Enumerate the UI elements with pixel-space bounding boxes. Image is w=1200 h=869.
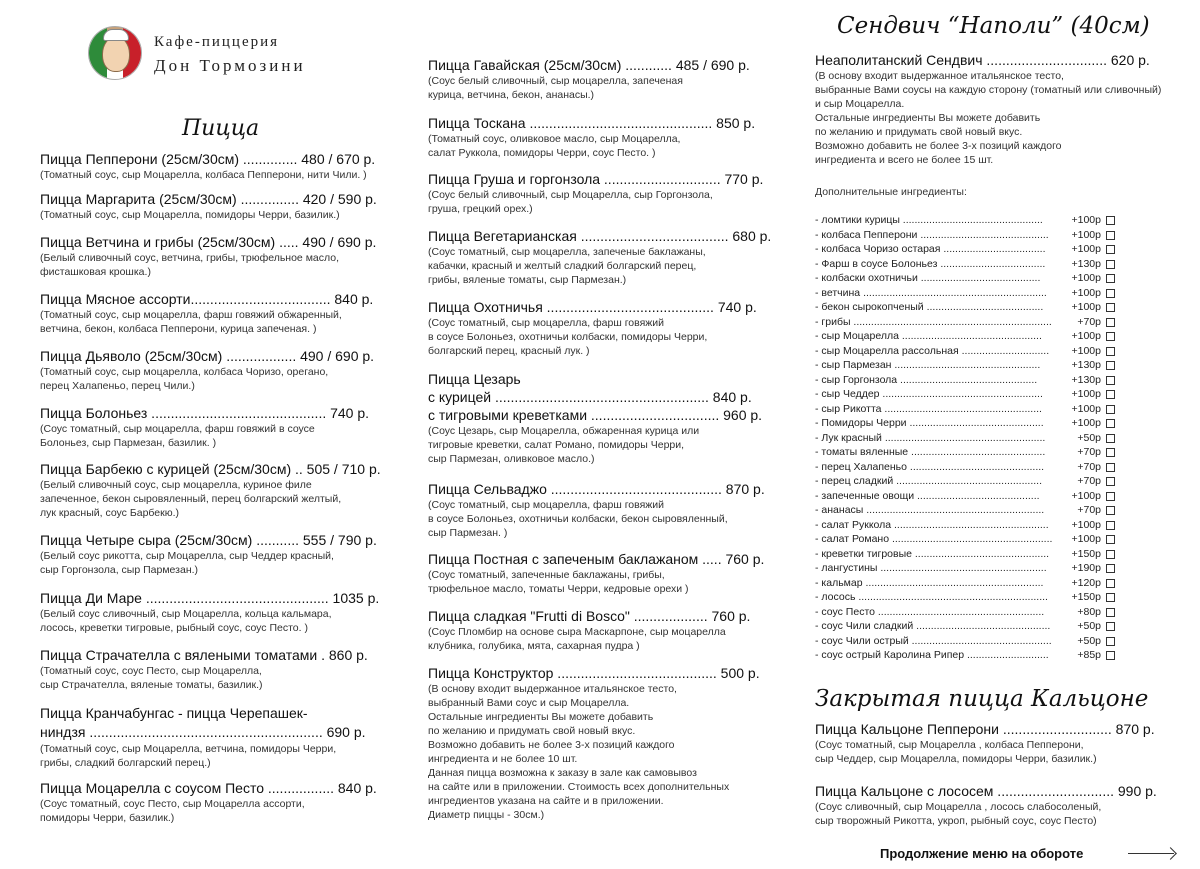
- menu-item: [428, 228, 780, 287]
- extra-ingredient-name: - салат Руккола .....................................................: [815, 518, 1049, 531]
- extra-ingredient-price: +100р: [1071, 402, 1101, 415]
- extra-ingredient-price: +100р: [1071, 214, 1101, 226]
- checkbox-icon[interactable]: [1106, 318, 1115, 327]
- extra-ingredient-row: [815, 445, 1115, 460]
- extra-ingredient-name: - лангустины .........................................................: [815, 562, 1047, 574]
- extra-ingredient-name: - ломтики курицы ................................................: [815, 214, 1043, 226]
- extras-title: Дополнительные ингредиенты:: [815, 186, 967, 198]
- checkbox-icon[interactable]: [1106, 550, 1115, 559]
- item-title: Пицца Барбекю с курицей (25см/30см) .. 505 / 710 р.: [40, 461, 381, 477]
- extra-ingredient-row: [815, 315, 1115, 330]
- checkbox-icon[interactable]: [1106, 376, 1115, 385]
- item-desc: (Соус сливочный, сыр Моцарелла , лосось слабосоленый, сыр творожный Рикотта, укроп, рыбный соус, соус Песто): [815, 801, 1102, 827]
- checkbox-icon[interactable]: [1106, 622, 1115, 631]
- item-desc: (Белый сливочный соус, ветчина, грибы, трюфельное масло, фисташковая крошка.): [40, 252, 340, 278]
- extra-ingredient-price: +100р: [1071, 272, 1101, 284]
- extra-ingredient-name: - ананасы .............................................................: [815, 504, 1045, 516]
- extra-ingredient-name: - сыр Горгонзола ...............................................: [815, 373, 1038, 386]
- item-title: Пицца Мясное ассорти.................................... 840 р.: [40, 291, 374, 307]
- item-desc: (Томатный соус, сыр Моцарелла, колбаса Пепперони, нити Чили. ): [40, 169, 367, 181]
- arrow-right-icon: [1128, 853, 1174, 854]
- extra-ingredient-price: +100р: [1071, 243, 1101, 255]
- extra-ingredient-row: [815, 242, 1115, 257]
- extra-ingredient-price: +100р: [1071, 533, 1101, 545]
- extra-ingredient-name: - креветки тигровые ..............................................: [815, 547, 1050, 560]
- menu-item: [40, 590, 390, 635]
- item-title: Неаполитанский Сендвич ............................... 620 р.: [815, 52, 1150, 68]
- extra-ingredient-name: - Лук красный .......................................................: [815, 431, 1046, 444]
- item-desc: (Соус Цезарь, сыр Моцарелла, обжаренная курица или тигровые креветки, салат Романо, помидоры Черри, сыр Пармезан, оливковое масло.): [428, 425, 700, 465]
- item-title: Пицца Охотничья ........................................... 740 р.: [428, 299, 757, 315]
- checkbox-icon[interactable]: [1106, 564, 1115, 573]
- extra-ingredient-name: - бекон сырокопченый ........................................: [815, 301, 1044, 313]
- item-title: Пицца Тоскана ............................................... 850 р.: [428, 115, 756, 131]
- item-title: Пицца Моцарелла с соусом Песто ................. 840 р.: [40, 780, 377, 796]
- extra-ingredient-price: +70р: [1077, 504, 1101, 516]
- item-title: Пицца Гавайская (25см/30см) ............ 485 / 690 р.: [428, 57, 750, 73]
- menu-item: [40, 780, 390, 825]
- item-desc: (Соус томатный, сыр моцарелла, фарш говяжий в соусе Болоньез, охотничьи колбаски, помидоры Черри, болгарский перец, красный лук. ): [428, 317, 708, 357]
- extra-ingredient-row: [815, 257, 1115, 272]
- extra-ingredient-name: - лосось .................................................................: [815, 591, 1048, 603]
- extra-ingredient-row: [815, 474, 1115, 489]
- checkbox-icon[interactable]: [1106, 231, 1115, 240]
- checkbox-icon[interactable]: [1106, 463, 1115, 472]
- menu-item: [428, 608, 780, 653]
- item-desc: (В основу входит выдержанное итальянское тесто, выбранные Вами соусы на каждую сторону (томатный или сливочный) и сыр Моцарелла. Остальные ингредиенты Вы можете добавить по желанию и придумать свой новый вкус. Возможно добавить не более 3-х позиций каждого ингредиента и всего не более 15 шт.: [815, 70, 1162, 166]
- extra-ingredient-row: [815, 402, 1115, 417]
- item-title: Пицца Кальцоне Пепперони ............................ 870 р.: [815, 721, 1155, 737]
- item-title: Пицца Цезарь с курицей ....................................................... 840 р. с тигровыми креветками ................................. 960 р.: [428, 371, 763, 423]
- extra-ingredient-row: [815, 387, 1115, 402]
- item-desc: (Соус томатный, соус Песто, сыр Моцарелла ассорти, помидоры Черри, базилик.): [40, 798, 305, 824]
- menu-item: [40, 348, 390, 393]
- extra-ingredient-price: +50р: [1077, 431, 1101, 444]
- item-title: Пицца Постная с запеченым баклажаном ..... 760 р.: [428, 551, 765, 567]
- item-title: Пицца Конструктор ......................................... 500 р.: [428, 665, 760, 681]
- checkbox-icon[interactable]: [1106, 492, 1115, 501]
- extra-ingredient-price: +190р: [1071, 562, 1101, 574]
- extra-ingredient-row: [815, 648, 1115, 663]
- menu-item: [815, 721, 1170, 766]
- item-title: Пицца Груша и горгонзола .............................. 770 р.: [428, 171, 764, 187]
- menu-item: [428, 370, 780, 466]
- item-desc: (Томатный соус, соус Песто, сыр Моцарелла, сыр Страчателла, вяленые томаты, базилик.): [40, 665, 263, 691]
- extra-ingredient-price: +80р: [1077, 605, 1101, 618]
- item-desc: (Томатный соус, сыр моцарелла, фарш говяжий обжаренный, ветчина, бекон, колбаса Пепперони, курица запеченая. ): [40, 309, 342, 335]
- checkbox-icon[interactable]: [1106, 506, 1115, 515]
- extra-ingredient-name: - соус острый Каролина Рипер ............................: [815, 649, 1049, 661]
- checkbox-icon[interactable]: [1106, 274, 1115, 283]
- extra-ingredient-price: +130р: [1071, 373, 1101, 386]
- extra-ingredient-price: +100р: [1071, 344, 1101, 357]
- extras-list: [815, 213, 1115, 663]
- menu-item: [428, 481, 780, 540]
- menu-item: [40, 151, 390, 182]
- extra-ingredient-price: +100р: [1071, 388, 1101, 400]
- extra-ingredient-row: [815, 228, 1115, 243]
- menu-item: [428, 299, 780, 358]
- item-title: Пицца Вегетарианская ...................................... 680 р.: [428, 228, 772, 244]
- extra-ingredient-name: - Фарш в соусе Болоньез ....................................: [815, 257, 1046, 270]
- item-title: Пицца Ди Маре ............................................... 1035 р.: [40, 590, 380, 606]
- menu-item: [40, 532, 390, 577]
- extra-ingredient-name: - сыр Моцарелла ................................................: [815, 330, 1042, 342]
- checkbox-icon[interactable]: [1106, 361, 1115, 370]
- extra-ingredient-name: - грибы ....................................................................: [815, 315, 1052, 328]
- continue-note: Продолжение меню на обороте: [880, 846, 1084, 861]
- checkbox-icon[interactable]: [1106, 260, 1115, 269]
- item-title: Пицца сладкая "Frutti di Bosco" ................... 760 р.: [428, 608, 751, 624]
- extra-ingredient-name: - запеченные овощи ..........................................: [815, 489, 1040, 502]
- item-desc: (Белый соус сливочный, сыр Моцарелла, кольца кальмара, лосось, креветки тигровые, рыбный соус, соус Песто. ): [40, 608, 332, 634]
- item-title: Пицца Страчателла с вялеными томатами . 860 р.: [40, 647, 368, 663]
- extra-ingredient-row: [815, 590, 1115, 605]
- extra-ingredient-row: [815, 344, 1115, 359]
- extra-ingredient-price: +100р: [1071, 330, 1101, 342]
- checkbox-icon[interactable]: [1106, 448, 1115, 457]
- item-title: Пицца Четыре сыра (25см/30см) ........... 555 / 790 р.: [40, 532, 377, 548]
- checkbox-icon[interactable]: [1106, 608, 1115, 617]
- extra-ingredient-name: - сыр Моцарелла рассольная ..............................: [815, 344, 1050, 357]
- menu-item: [40, 234, 390, 279]
- item-title: Пицца Пепперони (25см/30см) .............. 480 / 670 р.: [40, 151, 376, 167]
- extra-ingredient-row: [815, 213, 1115, 228]
- checkbox-icon[interactable]: [1106, 434, 1115, 443]
- logo-subtitle: Кафе-пиццерия: [154, 34, 280, 50]
- extra-ingredient-price: +100р: [1071, 489, 1101, 502]
- cafe-logo: [88, 24, 348, 84]
- checkbox-icon[interactable]: [1106, 419, 1115, 428]
- item-desc: (Соус томатный, сыр моцарелла, фарш говяжий в соусе Болоньез, охотничьи колбаски, бекон сыровяленный, сыр Пармезан. ): [428, 499, 728, 539]
- extra-ingredient-price: +70р: [1077, 446, 1101, 458]
- chef-logo-icon: [88, 26, 142, 80]
- menu-item: [428, 171, 780, 216]
- extra-ingredient-name: - соус Песто .........................................................: [815, 605, 1045, 618]
- extra-ingredient-price: +50р: [1077, 634, 1101, 647]
- extra-ingredient-name: - соус Чили острый ................................................: [815, 634, 1052, 647]
- extra-ingredient-row: [815, 634, 1115, 649]
- extra-ingredient-price: +70р: [1077, 475, 1101, 487]
- extra-ingredient-row: [815, 460, 1115, 475]
- item-desc: (Белый сливочный соус, сыр моцарелла, куриное филе запеченное, бекон сыровяленный, перец болгарский желтый, лук красный, соус Барбекю.): [40, 479, 342, 519]
- item-desc: (Соус белый сливочный, сыр моцарелла, запеченая курица, ветчина, бекон, ананасы.): [428, 75, 683, 101]
- checkbox-icon[interactable]: [1106, 637, 1115, 646]
- extra-ingredient-name: - Помидоры Черри ..............................................: [815, 417, 1044, 429]
- section-title-sandwich: Сендвич “Наполи” (40см): [837, 13, 1150, 39]
- extra-ingredient-name: - сыр Пармезан ..................................................: [815, 359, 1041, 371]
- checkbox-icon[interactable]: [1106, 245, 1115, 254]
- item-desc: (Томатный соус, сыр Моцарелла, ветчина, помидоры Черри, грибы, сладкий болгарский перец.): [40, 743, 337, 769]
- item-desc: (Белый соус рикотта, сыр Моцарелла, сыр Чеддер красный, сыр Горгонзола, сыр Пармезан.): [40, 550, 334, 576]
- extra-ingredient-row: [815, 373, 1115, 388]
- item-desc: (Соус томатный, сыр моцарелла, запеченые баклажаны, кабачки, красный и желтый сладкий болгарский перец, грибы, вяленые томаты, сыр Пармезан.): [428, 246, 706, 286]
- extra-ingredient-row: [815, 547, 1115, 562]
- menu-item: [428, 551, 780, 596]
- checkbox-icon[interactable]: [1106, 332, 1115, 341]
- item-desc: (В основу входит выдержанное итальянское тесто, выбранный Вами соус и сыр Моцарелла. Остальные ингредиенты Вы можете добавить по желанию и придумать свой новый вкус. Возможно добавить не более 3-х позиций каждого ингредиента и не более 10 шт. Данная пицца возможна к заказу в зале как самовывоз на сайте или в приложении. Стоимость всех дополнительных ингредиентов указана на сайте и в приложении. Диаметр пиццы - 30см.): [428, 683, 730, 821]
- checkbox-icon[interactable]: [1106, 579, 1115, 588]
- extra-ingredient-price: +100р: [1071, 228, 1101, 241]
- item-desc: (Соус Пломбир на основе сыра Маскарпоне, сыр моцарелла клубника, голубика, мята, сахарная пудра ): [428, 626, 726, 652]
- extra-ingredient-row: [815, 561, 1115, 576]
- extra-ingredient-price: +150р: [1071, 591, 1101, 603]
- extra-ingredient-price: +85р: [1077, 649, 1101, 661]
- checkbox-icon[interactable]: [1106, 289, 1115, 298]
- extra-ingredient-row: [815, 271, 1115, 286]
- extra-ingredient-price: +70р: [1077, 460, 1101, 473]
- logo-title: Дон Тормозини: [154, 56, 306, 75]
- item-title: Пицца Маргарита (25см/30см) ............... 420 / 590 р.: [40, 191, 377, 207]
- extra-ingredient-price: +70р: [1077, 315, 1101, 328]
- menu-item: [428, 115, 780, 160]
- extra-ingredient-row: [815, 576, 1115, 591]
- checkbox-icon[interactable]: [1106, 390, 1115, 399]
- extra-ingredient-name: - колбаса Чоризо остарая ...................................: [815, 243, 1046, 255]
- extra-ingredient-name: - перец сладкий ..................................................: [815, 475, 1042, 487]
- extra-ingredient-price: +130р: [1071, 257, 1101, 270]
- extra-ingredient-price: +100р: [1071, 518, 1101, 531]
- item-title: Пицца Ветчина и грибы (25см/30см) ..... 490 / 690 р.: [40, 234, 377, 250]
- item-desc: (Томатный соус, сыр моцарелла, колбаса Чоризо, орегано, перец Халапеньо, перец Чили.): [40, 366, 329, 392]
- extra-ingredient-price: +100р: [1071, 286, 1101, 299]
- extra-ingredient-price: +100р: [1071, 301, 1101, 313]
- checkbox-icon[interactable]: [1106, 651, 1115, 660]
- extra-ingredient-row: [815, 489, 1115, 504]
- extra-ingredient-row: [815, 503, 1115, 518]
- extra-ingredient-name: - сыр Рикотта ......................................................: [815, 402, 1042, 415]
- checkbox-icon[interactable]: [1106, 535, 1115, 544]
- extra-ingredient-name: - колбаски охотничьи .........................................: [815, 272, 1041, 284]
- item-desc: (Томатный соус, оливковое масло, сыр Моцарелла, салат Руккола, помидоры Черри, соус Песто. ): [428, 133, 681, 159]
- item-desc: (Томатный соус, сыр Моцарелла, помидоры Черри, базилик.): [40, 209, 340, 221]
- extra-ingredient-name: - томаты вяленные ..............................................: [815, 446, 1046, 458]
- extra-ingredient-row: [815, 605, 1115, 620]
- extra-ingredient-name: - перец Халапеньо ..............................................: [815, 460, 1045, 473]
- item-title: Пицца Болоньез ............................................. 740 р.: [40, 405, 370, 421]
- extra-ingredient-name: - ветчина ...............................................................: [815, 286, 1047, 299]
- extra-ingredient-row: [815, 518, 1115, 533]
- section-title-calzone: Закрытая пицца Кальцоне: [815, 686, 1149, 712]
- checkbox-icon[interactable]: [1106, 216, 1115, 225]
- extra-ingredient-row: [815, 286, 1115, 301]
- item-desc: (Соус томатный, сыр Моцарелла , колбаса Пепперони, сыр Чеддер, сыр Моцарелла, помидоры Черри, базилик.): [815, 739, 1097, 765]
- extra-ingredient-row: [815, 532, 1115, 547]
- item-desc: (Соус белый сливочный, сыр Моцарелла, сыр Горгонзола, груша, грецкий орех.): [428, 189, 713, 215]
- checkbox-icon[interactable]: [1106, 521, 1115, 530]
- extra-ingredient-row: [815, 300, 1115, 315]
- menu-item: [428, 57, 780, 102]
- extra-ingredient-name: - салат Романо .......................................................: [815, 533, 1053, 545]
- extra-ingredient-price: +150р: [1071, 547, 1101, 560]
- menu-item: [815, 783, 1170, 828]
- menu-item: [40, 191, 390, 222]
- menu-item: [40, 647, 390, 692]
- extra-ingredient-price: +130р: [1071, 359, 1101, 371]
- item-desc: (Соус томатный, запеченные баклажаны, грибы, трюфельное масло, томаты Черри, кедровые орехи ): [428, 569, 689, 595]
- item-title: Пицца Кальцоне с лососем .............................. 990 р.: [815, 783, 1157, 799]
- menu-item: [815, 52, 1170, 167]
- checkbox-icon[interactable]: [1106, 593, 1115, 602]
- extra-ingredient-name: - колбаса Пепперони ............................................: [815, 228, 1049, 241]
- item-title: Пицца Дьяволо (25см/30см) .................. 490 / 690 р.: [40, 348, 375, 364]
- extra-ingredient-name: - кальмар .............................................................: [815, 576, 1044, 589]
- checkbox-icon[interactable]: [1106, 347, 1115, 356]
- extra-ingredient-row: [815, 416, 1115, 431]
- menu-item: [40, 405, 390, 450]
- extra-ingredient-row: [815, 619, 1115, 634]
- item-title: Пицца Кранчабунгас - пицца Черепашек- ниндзя ............................................................ 690 р.: [40, 705, 366, 740]
- section-title-pizza: Пицца: [182, 116, 260, 141]
- checkbox-icon[interactable]: [1106, 405, 1115, 414]
- item-title: Пицца Сельваджо ............................................ 870 р.: [428, 481, 765, 497]
- checkbox-icon[interactable]: [1106, 477, 1115, 486]
- extra-ingredient-price: +120р: [1071, 576, 1101, 589]
- extra-ingredient-price: +50р: [1077, 620, 1101, 632]
- extra-ingredient-row: [815, 358, 1115, 373]
- extra-ingredient-name: - сыр Чеддер .......................................................: [815, 388, 1043, 400]
- menu-item: [40, 291, 390, 336]
- menu-item: [40, 461, 390, 520]
- item-desc: (Соус томатный, сыр моцарелла, фарш говяжий в соусе Болоньез, сыр Пармезан, базилик. ): [40, 423, 315, 449]
- extra-ingredient-row: [815, 329, 1115, 344]
- extra-ingredient-row: [815, 431, 1115, 446]
- checkbox-icon[interactable]: [1106, 303, 1115, 312]
- menu-item: [40, 704, 390, 770]
- extra-ingredient-name: - соус Чили сладкий ..............................................: [815, 620, 1051, 632]
- extra-ingredient-price: +100р: [1071, 417, 1101, 429]
- menu-item: [428, 665, 780, 822]
